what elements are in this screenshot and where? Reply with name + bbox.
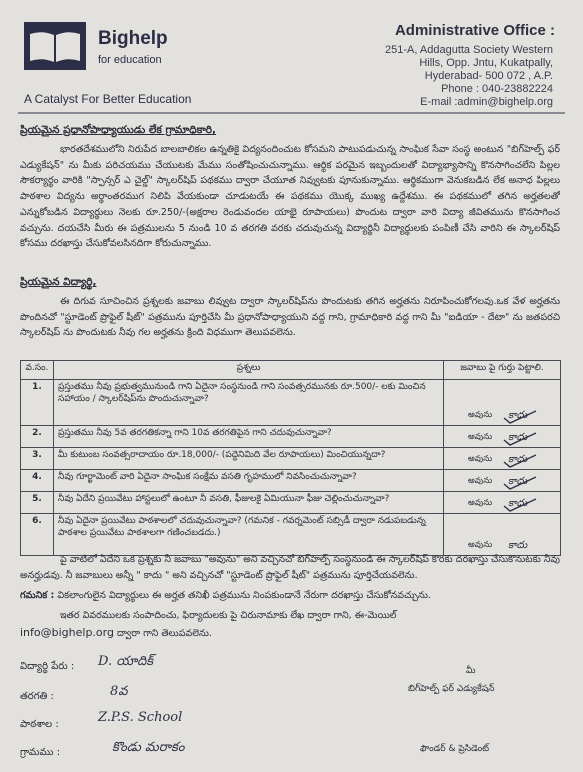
intro-paragraph: భారతదేశములోని నిరుపేద బాలబాలికల ఉన్నతికై విద్యనందించుట కోసమని పాటుపడుచున్న సాంఘిక సేవా సంస్థ అంటున "బిగ్‌హెల్ప్ ఫర్ ఎడ్యుకేషన్" ను మీకు పరిచయము చేయుటకు మేము సంతోషించుచున్నాము. ఆర్థిక పరమైన ఇబ్బందులతో విద్యాభ్యాసాన్ని కొనసాగించలేని పిల్లల సౌకర్యార్థం వారికి "స్పాన్సర్ ఎ చైల్డ్" స్కాలర్‌షిప్ పథకము ద్వారా చేయూత నివ్వుటకు పూనుకున్నాము. ఆర్థికముగా వెనుకబడిన లేక అనాధ పిల్లలు పాఠశాల విద్యను అర్థాంతరముగ నిలిపి వేయకుండా చూడుటయే ఈ పథకము యొక్క ముఖ్య ఉద్దేశము. ఈ పథకములో తగిన అర్హతలతో ఎన్నుకోబడిన విద్యార్థులు నెలకు రూ.250/-(అక్షరాల రెండువందల యాభై రూపాయలు) పొందుట ద్వారా వారి విద్యా జీవితమును కొనసాగించ వచ్చును. దయచేసి మీరు ఈ పత్రములను 5 నుండి 10 వ తరగతి వరకు చదువుచున్న విద్యార్థినీ విద్యార్థులకు పంపిణీ చేసి వారిని ఈ స్కాలర్‌షిప్ కోసము దరఖాస్తు చేసుకోవలసినదిగా కోరుచున్నాము.	[20, 144, 560, 250]
row-number: 6.	[21, 514, 54, 556]
signature-title: ఫౌండర్ & ప్రెసిడెంట్	[420, 744, 490, 754]
table-row	[21, 514, 561, 556]
yes-option[interactable]: అవును	[468, 498, 493, 508]
address-line: 251-A, Addagutta Society Western	[385, 44, 553, 56]
checkmark-icon	[502, 453, 538, 469]
student-name-label: విద్యార్థి పేరు :	[20, 661, 75, 672]
brand-subtitle: for education	[98, 54, 162, 66]
contact-line: ఇతర వివరములకు సంపాదించు, ఫిర్యాదులకు పై చిరునామాకు లేఖ ద్వారా గాని, ఈ-మెయిల్	[60, 610, 397, 621]
answer-cell[interactable]	[444, 426, 561, 448]
tagline: A Catalyst For Better Education	[24, 92, 192, 106]
note-text: వికలాంగులైన విద్యార్థులు ఈ అర్హత తనిఖీ పత్రమును నింపకుండానే నేరుగా దరఖాస్తు చేసుకోనవచ్చును.	[57, 590, 431, 601]
signature-closing: మీ	[466, 666, 476, 676]
yes-option[interactable]: అవును	[468, 432, 493, 442]
no-option[interactable]: కాదు	[508, 410, 528, 421]
answer-cell[interactable]	[444, 514, 561, 556]
row-number: 3.	[21, 448, 54, 470]
no-option[interactable]: కాదు	[508, 476, 528, 487]
class-value[interactable]: 8వ	[110, 684, 128, 699]
question-text: నీవు గూర్ఖామెంట్ వారి ఏదైనా సాంఘిక సంక్షేమ వసతి గృహములో నివసించుచున్నావా?	[54, 470, 444, 492]
answer-cell[interactable]	[444, 380, 561, 426]
signature-org: బిగ్‌హెల్ప్ ఫర్ ఎడ్యుకేషన్	[408, 684, 495, 694]
yes-option[interactable]: అవును	[468, 410, 493, 420]
village-label: గ్రామము :	[20, 747, 61, 758]
salutation-headmaster: ప్రియమైన ప్రధానోపాధ్యాయుడు లేక గ్రామాధికారి,	[20, 124, 217, 136]
question-text: మీ కుటుంబ సంవత్సరాదాయం రూ.18,000/- (పద్దెనిమిది వేల రూపాయలు) మించియున్నదా?	[54, 448, 444, 470]
contact-email-suffix: ద్వారా గాని తెలుపవలెను.	[117, 628, 212, 639]
no-option[interactable]: కాదు	[508, 432, 528, 443]
school-label: పాఠశాల :	[20, 719, 59, 730]
yes-option[interactable]: అవును	[468, 454, 493, 464]
answer-header: జవాబు పై గుర్తు పెట్టాలి.	[444, 361, 561, 380]
answer-cell[interactable]	[444, 448, 561, 470]
note-line	[20, 588, 560, 604]
instruction-paragraph: పై వాటిలో ఏదేని ఒక ప్రశ్నకు నీ జవాబు "అవును" అని వచ్చినచో బిగ్‌హెల్ప్ సంస్థనుండి ఈ స్కాలర్‌షిప్ కొరకు దరఖాస్తు చేసుకొనుటకు నీవు అనర్హుడవు. నీ జవాబులు అన్నీ " కాదు " అని వచ్చినచో "స్టూడెంట్ ప్రొఫైల్ షీట్" పత్రమును పూర్తిచేయవలెను.	[20, 554, 560, 581]
contact-email-link[interactable]: info@bighelp.org	[20, 626, 114, 639]
address-line: Hills, Opp. Jntu, Kukatpally,	[419, 57, 553, 69]
class-label: తరగతి :	[20, 691, 54, 702]
open-book-logo-icon	[24, 22, 86, 70]
no-option[interactable]: కాదు	[508, 454, 528, 465]
school-value[interactable]: Z.P.S. School	[98, 710, 183, 725]
email-line: E-mail :admin@bighelp.org	[420, 96, 553, 108]
question-text: నీవు ఏదేని ప్రయివేటు హాస్టలులో ఉంటూ నీ వసతి, ఫీజులకై ఏమియునా ఫీజు చెల్లించుచున్నావా?	[54, 492, 444, 514]
checkmark-icon	[502, 497, 538, 513]
eligibility-paragraph: ఈ దిగువ సూచించిన ప్రశ్నలకు జవాబు లివ్వుట ద్వారా స్కాలర్‌షిప్‌ను పొందుటకు తగిన అర్హతను నిరూపించుకోగలవు.ఒక వేళ అర్హతను పొందినచో "స్టూడెంట్ ప్రొఫైల్ షీట్" పత్రమును పూర్తిచేసి మీ ప్రధానోపాధ్యాయుని వద్ద గాని, గ్రామాధికారి వద్ద గాని మీ "ఐడియా - దేటా" ను జతపరచి స్కాలర్‌షిప్ ను పొందుటకు నీవు గల అర్హతను క్రింది విధముగా తెలుపవలెను.	[20, 296, 560, 339]
phone-line: Phone : 040-23882224	[441, 83, 553, 95]
answer-cell[interactable]	[444, 492, 561, 514]
serial-header: వ.సం.	[21, 361, 54, 380]
contact-email-line	[20, 625, 560, 642]
village-value[interactable]: కొండు మరాకం	[112, 740, 185, 755]
student-name-value[interactable]: D. యాదిక్	[98, 654, 154, 669]
table-row	[21, 492, 561, 514]
checkmark-icon	[502, 409, 538, 425]
row-number: 1.	[21, 380, 54, 426]
yes-option[interactable]: అవును	[468, 476, 493, 486]
salutation-student: ప్రియమైన విద్యార్థి,	[20, 276, 97, 288]
checkmark-icon	[502, 431, 538, 447]
question-text: ప్రస్తుతము నీవు ప్రభుత్వమునుండి గాని ఏదైనా సంస్థనుండి గాని సంవత్సరమునకు రూ.500/- లకు మించిన సహాయం / స్కాలర్‌షిప్‌ను పొందుచున్నావా?	[54, 380, 444, 426]
row-number: 2.	[21, 426, 54, 448]
office-title: Administrative Office :	[394, 22, 555, 39]
table-row	[21, 470, 561, 492]
yes-option[interactable]: అవును	[468, 540, 493, 550]
no-option[interactable]: కాదు	[508, 540, 528, 551]
brand-name: Bighelp	[98, 28, 168, 49]
no-option[interactable]: కాదు	[508, 498, 528, 509]
checkmark-icon	[502, 475, 538, 491]
table-row	[21, 426, 561, 448]
row-number: 5.	[21, 492, 54, 514]
question-text: ప్రస్తుతము నీవు 5వ తరగతికన్నా గాని 10వ తరగతిపైన గాని చదువుచున్నావా?	[54, 426, 444, 448]
address-line: Hyderabad- 500 072 , A.P.	[424, 70, 553, 82]
header-divider	[18, 112, 565, 114]
eligibility-table	[20, 360, 561, 556]
table-row	[21, 448, 561, 470]
questions-header: ప్రశ్నలు	[54, 361, 444, 380]
table-header-row	[21, 361, 561, 380]
answer-cell[interactable]	[444, 470, 561, 492]
question-text: నీవు ఏదైనా ప్రయివేటు పాఠశాలలో చదువుచున్నావా? (గమనిక - గవర్నమెంట్ సబ్సిడీ ద్వారా నడుపబడున్న పాఠశాల ప్రయివేటు పాఠశాలగా గణించబడదు.)	[54, 514, 444, 556]
table-row	[21, 380, 561, 426]
note-label: గమనిక :	[20, 590, 55, 601]
row-number: 4.	[21, 470, 54, 492]
